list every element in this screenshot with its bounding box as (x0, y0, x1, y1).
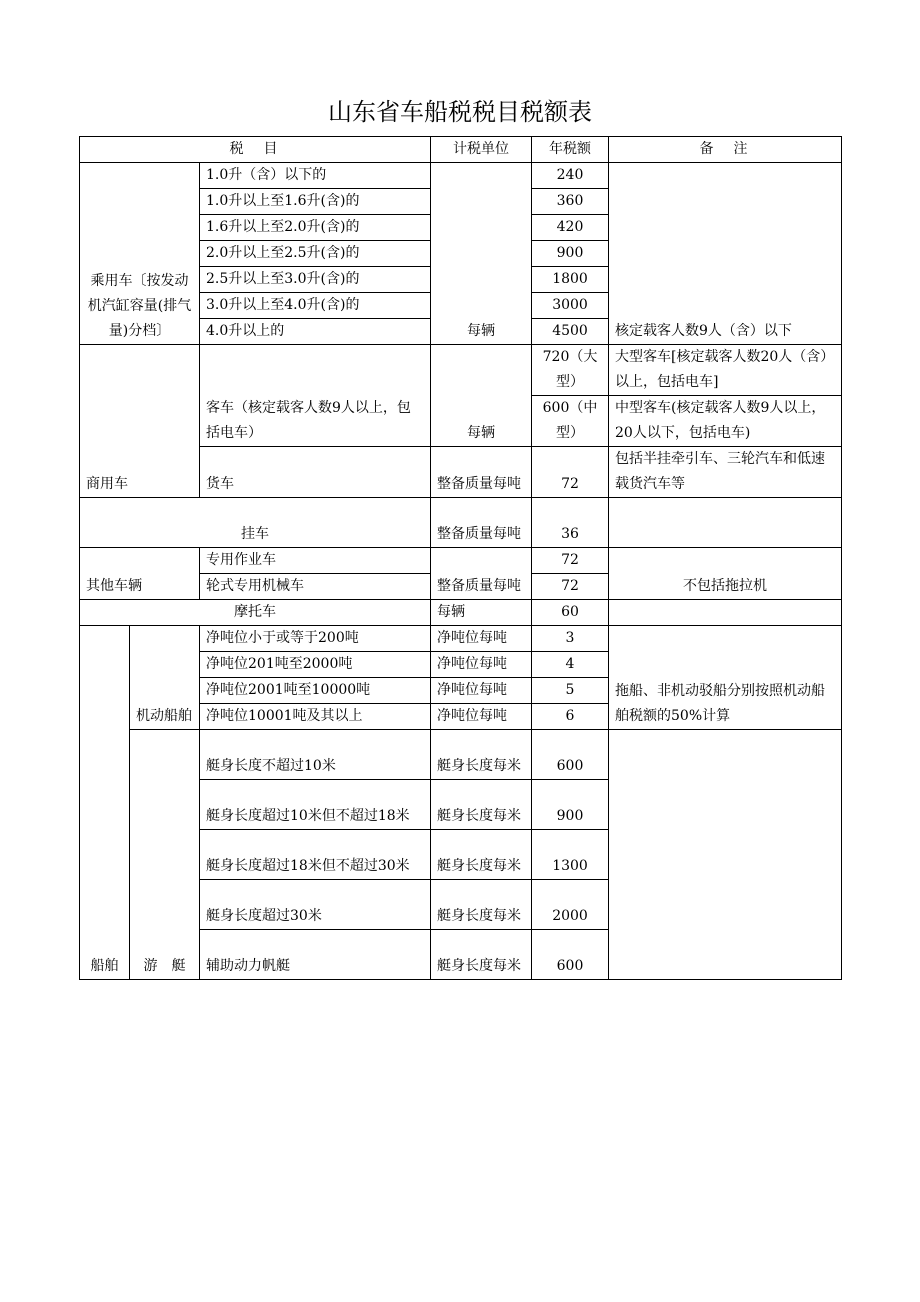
table-row (80, 600, 842, 626)
trailer-note (609, 498, 842, 548)
passenger-row-label: 4.0升以上的 (200, 319, 431, 345)
motor-ship-note: 拖船、非机动驳船分别按照机动船舶税额的50%计算 (609, 626, 842, 730)
passenger-row-label: 3.0升以上至4.0升(含)的 (200, 293, 431, 319)
truck-label: 货车 (200, 447, 431, 498)
passenger-row-label: 1.0升（含）以下的 (200, 163, 431, 189)
bus-large-note: 大型客车[核定载客人数20人（含）以上，包括电车] (609, 345, 842, 396)
other-unit: 整备质量每吨 (431, 548, 532, 600)
passenger-row-amount: 360 (532, 189, 609, 215)
motor-row-unit: 净吨位每吨 (431, 678, 532, 704)
table-row (80, 626, 842, 652)
passenger-row-amount: 4500 (532, 319, 609, 345)
motor-row-amount: 4 (532, 652, 609, 678)
yacht-row-unit: 艇身长度每米 (431, 730, 532, 780)
header-row (80, 137, 842, 163)
ship-category: 船舶 (80, 626, 130, 980)
other-category: 其他车辆 (80, 548, 200, 600)
passenger-row-label: 1.6升以上至2.0升(含)的 (200, 215, 431, 241)
motor-row-label: 净吨位10001吨及其以上 (200, 704, 431, 730)
other-row-label: 轮式专用机械车 (200, 574, 431, 600)
trailer-unit: 整备质量每吨 (431, 498, 532, 548)
passenger-row-label: 2.5升以上至3.0升(含)的 (200, 267, 431, 293)
motorcycle-unit: 每辆 (431, 600, 532, 626)
header-item: 税 目 (80, 137, 431, 163)
motor-row-label: 净吨位2001吨至10000吨 (200, 678, 431, 704)
bus-medium-amount: 600（中型） (532, 396, 609, 447)
yacht-row-label: 艇身长度不超过10米 (200, 730, 431, 780)
motor-row-amount: 3 (532, 626, 609, 652)
header-note: 备 注 (609, 137, 842, 163)
table-row (80, 345, 842, 396)
trailer-amount: 36 (532, 498, 609, 548)
motor-row-unit: 净吨位每吨 (431, 626, 532, 652)
passenger-row-amount: 900 (532, 241, 609, 267)
table-row (80, 163, 842, 189)
page-title: 山东省车船税税目税额表 (328, 98, 592, 126)
motor-row-label: 净吨位小于或等于200吨 (200, 626, 431, 652)
passenger-row-amount: 240 (532, 163, 609, 189)
passenger-category: 乘用车〔按发动机汽缸容量(排气量)分档〕 (80, 163, 200, 345)
other-row-amount: 72 (532, 574, 609, 600)
table-row (80, 730, 842, 780)
passenger-row-label: 1.0升以上至1.6升(含)的 (200, 189, 431, 215)
motorcycle-amount: 60 (532, 600, 609, 626)
other-row-amount: 72 (532, 548, 609, 574)
yacht-row-unit: 艇身长度每米 (431, 930, 532, 980)
header-unit: 计税单位 (431, 137, 532, 163)
passenger-row-amount: 420 (532, 215, 609, 241)
truck-amount: 72 (532, 447, 609, 498)
motor-row-amount: 5 (532, 678, 609, 704)
yacht-row-amount: 600 (532, 730, 609, 780)
header-amount: 年税额 (532, 137, 609, 163)
bus-label: 客车（核定载客人数9人以上，包括电车） (200, 345, 431, 447)
yacht-row-amount: 2000 (532, 880, 609, 930)
other-note: 不包括拖拉机 (609, 548, 842, 600)
passenger-note: 核定载客人数9人（含）以下 (609, 163, 842, 345)
yacht-row-unit: 艇身长度每米 (431, 780, 532, 830)
yacht-row-label: 辅助动力帆艇 (200, 930, 431, 980)
yacht-row-label: 艇身长度超过30米 (200, 880, 431, 930)
yacht-row-label: 艇身长度超过10米但不超过18米 (200, 780, 431, 830)
motor-row-label: 净吨位201吨至2000吨 (200, 652, 431, 678)
other-row-label: 专用作业车 (200, 548, 431, 574)
passenger-row-label: 2.0升以上至2.5升(含)的 (200, 241, 431, 267)
tax-rate-table (79, 136, 842, 980)
bus-unit: 每辆 (431, 345, 532, 447)
yacht-label: 游 艇 (130, 730, 200, 980)
yacht-row-label: 艇身长度超过18米但不超过30米 (200, 830, 431, 880)
yacht-row-unit: 艇身长度每米 (431, 830, 532, 880)
bus-medium-note: 中型客车(核定载客人数9人以上，20人以下，包括电车) (609, 396, 842, 447)
motorcycle-note (609, 600, 842, 626)
truck-note: 包括半挂牵引车、三轮汽车和低速载货汽车等 (609, 447, 842, 498)
table-row (80, 548, 842, 574)
motor-row-amount: 6 (532, 704, 609, 730)
bus-large-amount: 720（大型） (532, 345, 609, 396)
yacht-note (609, 730, 842, 980)
yacht-row-amount: 900 (532, 780, 609, 830)
yacht-row-amount: 1300 (532, 830, 609, 880)
truck-unit: 整备质量每吨 (431, 447, 532, 498)
passenger-row-amount: 1800 (532, 267, 609, 293)
passenger-unit: 每辆 (431, 163, 532, 345)
motor-row-unit: 净吨位每吨 (431, 652, 532, 678)
commercial-category: 商用车 (80, 345, 200, 498)
motor-row-unit: 净吨位每吨 (431, 704, 532, 730)
yacht-row-amount: 600 (532, 930, 609, 980)
yacht-row-unit: 艇身长度每米 (431, 880, 532, 930)
passenger-row-amount: 3000 (532, 293, 609, 319)
trailer-label: 挂车 (80, 498, 431, 548)
motorcycle-label: 摩托车 (80, 600, 431, 626)
table-row (80, 498, 842, 548)
motor-ship-label: 机动船舶 (130, 626, 200, 730)
